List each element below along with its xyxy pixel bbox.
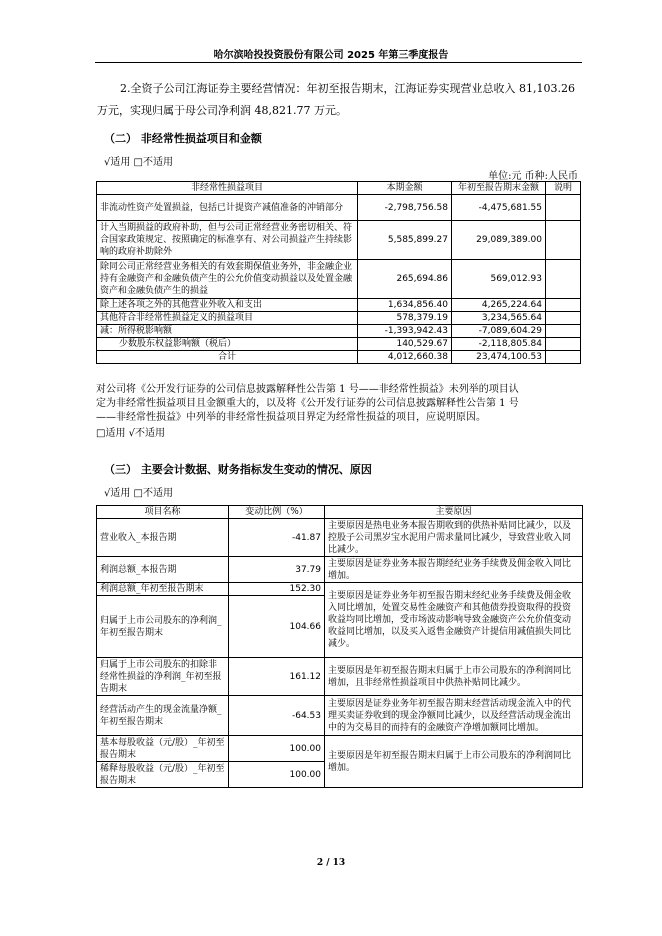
- row-ytd: 23,474,100.53: [452, 351, 546, 364]
- row-reason: 主要原因是热电业务本报告期收到的供热补贴同比减少，以及控股子公司黑岁宝水泥用户需求量同比减少，导致营业收入同比减少。: [325, 519, 583, 557]
- row-ytd: 4,265,224.64: [452, 299, 546, 312]
- row-ytd: 569,012.93: [452, 260, 546, 299]
- explain-line-3: ——非经常性损益》中列举的非经常性损益项目界定为经常性损益的项目，应说明原因。: [96, 412, 486, 423]
- row-ratio: 161.12: [229, 658, 325, 696]
- table-row: [97, 338, 581, 351]
- row-current: -1,393,942.43: [358, 325, 452, 338]
- intro-line-1: 2.全资子公司江海证券主要经营情况：年初至报告期末，江海证券实现营业总收入 81,103.26: [120, 82, 575, 95]
- row-name: 归属于上市公司股东的净利润_年初至报告期末: [97, 596, 229, 658]
- row-name: 经营活动产生的现金流量净额_年初至报告期末: [97, 696, 229, 736]
- table-row: [97, 519, 583, 557]
- row-note: [546, 221, 581, 260]
- row-current: 1,634,856.40: [358, 299, 452, 312]
- row-note: [546, 338, 581, 351]
- row-item: 计入当期损益的政府补助，但与公司正常经营业务密切相关、符合国家政策规定、按照确定的标准享有、对公司损益产生持续影响的政府补助除外: [97, 221, 358, 260]
- row-current: 4,012,660.38: [358, 351, 452, 364]
- section-3-applicable: √适用 □不适用: [104, 488, 173, 499]
- unit-label: 单位:元 币种:人民币: [488, 171, 578, 182]
- row-note: [546, 325, 581, 338]
- row-current: 578,379.19: [358, 312, 452, 325]
- row-ytd: 3,234,565.64: [452, 312, 546, 325]
- section-2-applicable: √适用 □不适用: [104, 157, 173, 168]
- row-ratio: 100.00: [229, 762, 325, 788]
- explain-line-2: 定为非经常性损益项目且金额重大的，以及将《公开发行证券的公司信息披露解释性公告第 1 号: [96, 398, 519, 409]
- table-total-row: [97, 351, 581, 364]
- row-ytd: -4,475,681.55: [452, 195, 546, 221]
- row-reason: 主要原因是年初至报告期末归属于上市公司股东的净利润同比增加。: [325, 736, 583, 788]
- non-recurring-table: [96, 181, 581, 364]
- table-header-row: [97, 506, 583, 519]
- row-name: 稀释每股收益（元/股）_年初至报告期末: [97, 762, 229, 788]
- table-row: [97, 583, 583, 596]
- table-row: [97, 221, 581, 260]
- section-3-title: （三） 主要会计数据、财务指标发生变动的情况、原因: [104, 463, 372, 476]
- row-current: 140,529.67: [358, 338, 452, 351]
- row-item: 除同公司正常经营业务相关的有效套期保值业务外，非金融企业持有金融资产和金融负债产生的公允价值变动损益以及处置金融资产和金融负债产生的损益: [97, 260, 358, 299]
- row-ytd: 29,089,389.00: [452, 221, 546, 260]
- page-number: 2 / 13: [316, 858, 346, 868]
- header-note: 说明: [546, 182, 581, 195]
- row-name: 利润总额_本报告期: [97, 557, 229, 583]
- row-ratio: 100.00: [229, 736, 325, 762]
- row-ytd: -7,089,604.29: [452, 325, 546, 338]
- row-current: -2,798,756.58: [358, 195, 452, 221]
- header-reason: 主要原因: [325, 506, 583, 519]
- row-reason: 主要原因是年初至报告期末归属于上市公司股东的净利润同比增加，且非经常性损益项目中供热补贴同比减少。: [325, 658, 583, 696]
- row-item: 其他符合非经常性损益定义的损益项目: [97, 312, 358, 325]
- row-ytd: -2,118,805.84: [452, 338, 546, 351]
- table-header-row: [97, 182, 581, 195]
- row-note: [546, 260, 581, 299]
- header-divider: [95, 62, 582, 63]
- row-note: [546, 351, 581, 364]
- explain-applicable: □适用 √不适用: [96, 428, 165, 439]
- row-ratio: -41.87: [229, 519, 325, 557]
- row-current: 5,585,899.27: [358, 221, 452, 260]
- row-ratio: 37.79: [229, 557, 325, 583]
- row-note: [546, 312, 581, 325]
- row-ratio: -64.53: [229, 696, 325, 736]
- header-ratio: 变动比例（%）: [229, 506, 325, 519]
- table-row: [97, 658, 583, 696]
- row-reason: 主要原因是证券业务年初至报告期末经营活动现金流入中的代理买卖证券收到的现金净额同比减少，以及经营活动现金流出中的为交易目的而持有的金融资产净增加额同比增加。: [325, 696, 583, 736]
- table-row: [97, 696, 583, 736]
- intro-line-2: 万元，实现归属于母公司净利润 48,821.77 万元。: [97, 104, 347, 117]
- table-row: [97, 312, 581, 325]
- section-2-title: （二） 非经常性损益项目和金额: [104, 132, 262, 145]
- row-item: 合计: [97, 351, 358, 364]
- row-item: 减：所得税影响额: [97, 325, 358, 338]
- header-current: 本期金额: [358, 182, 452, 195]
- row-note: [546, 299, 581, 312]
- row-ratio: 152.30: [229, 583, 325, 596]
- row-note: [546, 195, 581, 221]
- row-name: 归属于上市公司股东的扣除非经常性损益的净利润_年初至报告期末: [97, 658, 229, 696]
- row-ratio: 104.66: [229, 596, 325, 658]
- row-name: 基本每股收益（元/股）_年初至报告期末: [97, 736, 229, 762]
- row-item: 少数股东权益影响额（税后）: [97, 338, 358, 351]
- header-name: 项目名称: [97, 506, 229, 519]
- table-row: [97, 260, 581, 299]
- row-item: 除上述各项之外的其他营业外收入和支出: [97, 299, 358, 312]
- row-reason: 主要原因是证券业务本报告期经纪业务手续费及佣金收入同比增加。: [325, 557, 583, 583]
- row-current: 265,694.86: [358, 260, 452, 299]
- header-item: 非经常性损益项目: [97, 182, 358, 195]
- table-row: [97, 736, 583, 762]
- header-ytd: 年初至报告期末金额: [452, 182, 546, 195]
- table-row: [97, 325, 581, 338]
- row-name: 利润总额_年初至报告期末: [97, 583, 229, 596]
- row-item: 非流动性资产处置损益，包括已计提资产减值准备的冲销部分: [97, 195, 358, 221]
- table-row: [97, 195, 581, 221]
- changes-table: [96, 505, 583, 788]
- table-row: [97, 299, 581, 312]
- row-reason: 主要原因是证券业务年初至报告期末经纪业务手续费及佣金收入同比增加，处置交易性金融资产和其他债券投资取得的投资收益均同比增加，受市场波动影响导致金融资产公允价值变动收益同比增加，以及买入返售金融资产计提信用减值损失同比减少。: [325, 583, 583, 658]
- table-row: [97, 557, 583, 583]
- explain-line-1: 对公司将《公开发行证券的公司信息披露解释性公告第 1 号——非经常性损益》未列举的项目认: [96, 384, 519, 395]
- report-header-title: 哈尔滨哈投投资股份有限公司 2025 年第三季度报告: [213, 50, 449, 61]
- row-name: 营业收入_本报告期: [97, 519, 229, 557]
